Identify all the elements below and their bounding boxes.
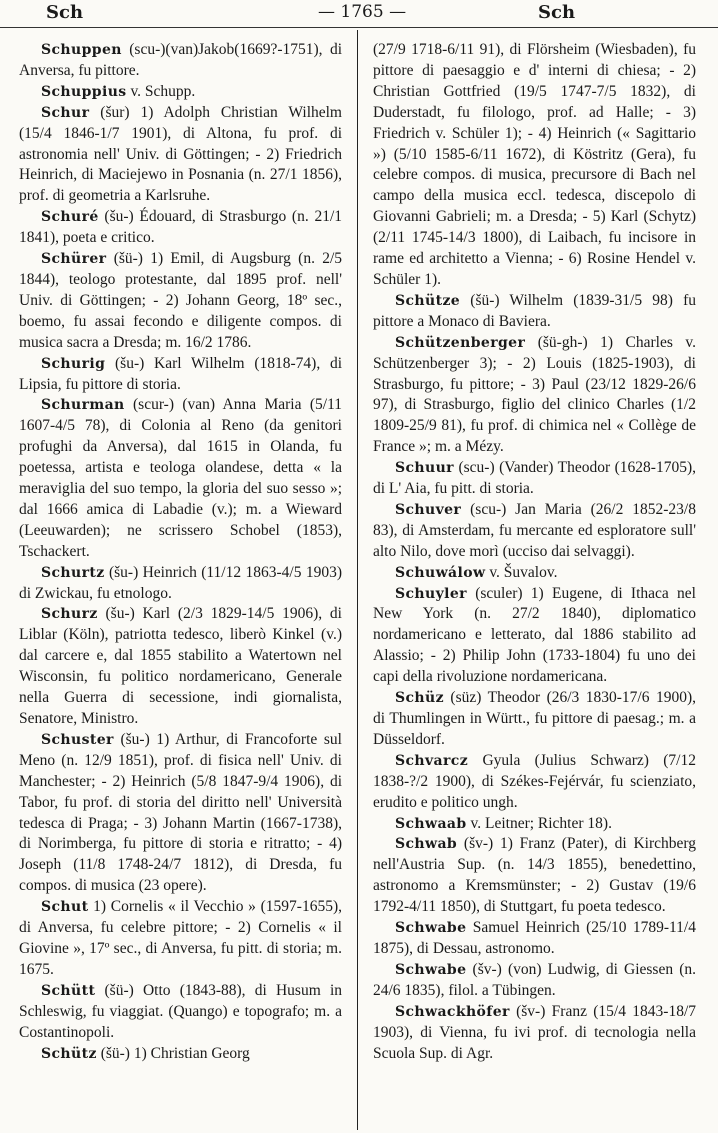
entry-text: (šü-) 1) Christian Georg — [96, 1044, 250, 1062]
left-column — [19, 40, 342, 1064]
dictionary-entry — [373, 834, 696, 918]
entry-text: (šur) 1) Adolph Christian Wilhelm (15/4 1846-1/7 1901), di Altona, fu prof. di astronomia nell' Univ. di Göttingen; - 2) Friedrich Heinrich, di Maciejewo in Posnania (n. 27/1 1856), prof. di geometria a Karlsruhe. — [19, 103, 342, 205]
dictionary-entry — [373, 814, 696, 835]
header-rule — [0, 27, 718, 28]
dictionary-entry — [19, 82, 342, 103]
dictionary-entry — [373, 584, 696, 689]
dictionary-entry — [373, 500, 696, 563]
entry-headword: Schüz — [395, 690, 444, 707]
entry-headword: Schuwálow — [395, 564, 486, 581]
entry-headword: Schwaab — [395, 815, 467, 832]
entry-text: (scur-) (van) Anna Maria (5/11 1607-4/5 78), di Colonia al Reno (da genitori profughi da Anversa), dal 1615 in Olanda, fu poetessa, artista e teologa olandese, detta « la meraviglia del suo tempo, la gloria del suo sesso »; dal 1666 amica di Labadie (v.); m. a Wieward (Leeuwarden); ne scrissero Schobel (1853), Tschackert. — [19, 396, 342, 560]
entry-headword: Schuver — [395, 501, 462, 518]
entry-headword: Schütt — [41, 982, 96, 999]
dictionary-entry — [19, 207, 342, 249]
entry-headword: Schur — [41, 104, 90, 121]
entry-headword: Schuppius — [41, 83, 127, 100]
entry-text: (süz) Theodor (26/3 1830-17/6 1900), di Thumlingen in Württ., fu pittore di paesag.; m. a Düsseldorf. — [373, 689, 696, 748]
dictionary-entry — [373, 563, 696, 584]
dictionary-entry — [19, 604, 342, 729]
entry-headword: Schuré — [41, 209, 99, 226]
entry-headword: Schuyler — [395, 585, 467, 602]
dictionary-entry — [373, 751, 696, 814]
dictionary-entry — [19, 103, 342, 208]
dictionary-entry — [19, 981, 342, 1044]
dictionary-entry — [373, 960, 696, 1002]
entry-headword: Schuur — [395, 460, 454, 477]
entry-headword: Schurig — [41, 355, 106, 372]
dictionary-entry — [19, 897, 342, 981]
dictionary-entry — [19, 40, 342, 82]
entry-headword: Schütze — [395, 292, 461, 309]
entry-headword: Schuster — [41, 731, 114, 748]
dictionary-entry — [373, 918, 696, 960]
entry-text: (šu-) Édouard, di Strasburgo (n. 21/1 1841), poeta e critico. — [19, 208, 342, 247]
entry-headword: Schurman — [41, 397, 125, 414]
entry-text: v. Leitner; Richter 18). — [466, 814, 612, 832]
dictionary-entry — [373, 688, 696, 751]
dictionary-entry — [19, 354, 342, 396]
entry-headword: Schütz — [41, 1045, 97, 1062]
entry-text: 1) Cornelis « il Vecchio » (1597-1655), di Anversa, fu celebre pittore; - 2) Cornelis « il Giovine », 17º sec., di Anversa, fu pitt. di storia; m. 1675. — [19, 898, 342, 978]
entry-headword: Schut — [41, 899, 89, 916]
dictionary-entry — [373, 291, 696, 333]
entry-text: (šu-) Karl (2/3 1829-14/5 1906), di Liblar (Köln), patriotta tedesco, liberò Kinkel (v.) dal carcere e, dal 1855 stabilito a Watertown nel Wisconsin, fu politico nordamericano, Generale nella Guerra di secessione, indi giornalista, Senatore, Ministro. — [19, 605, 342, 727]
running-head-right: Sch — [538, 2, 576, 23]
entry-headword: Schwab — [395, 836, 458, 853]
entry-text: (šv-) (von) Ludwig, di Giessen (n. 24/6 1835), filol. a Tübingen. — [373, 960, 696, 999]
dictionary-entry — [373, 40, 696, 291]
dictionary-entry — [19, 563, 342, 605]
entry-text: (scu-)(van)Jakob(1669?-1751), di Anversa, fu pittore. — [19, 41, 342, 79]
entry-headword: Schwabe — [395, 961, 467, 978]
entry-text: (šu-) Karl Wilhelm (1818-74), di Lipsia, fu pittore di storia. — [19, 354, 342, 393]
entry-text: (šü-gh-) 1) Charles v. Schützenberger 3); - 2) Louis (1825-1903), di Strasburgo, fu pittore; - 3) Paul (23/12 1829-26/6 97), di Strasburgo, figlio del clinico Charles (1/2 1809-25/9 81), fu prof. di chimica nel « Collège de France »; m. a Mézy. — [373, 333, 696, 456]
entry-text: v. Šuvalov. — [485, 563, 558, 581]
entry-text: (scu-) Jan Maria (26/2 1852-23/8 83), di Amsterdam, fu mercante ed esploratore sull' alto Nilo, dove morì (ucciso dai selvaggi). — [373, 500, 696, 560]
entry-text: Gyula (Julius Schwarz) (7/12 1838-?/2 1900), di Székes-Fejérvár, fu scienziato, erudito e politico ungh. — [373, 751, 696, 811]
dictionary-entry — [19, 730, 342, 897]
entry-headword: Schuppen — [41, 42, 122, 58]
entry-headword: Schurz — [41, 606, 98, 623]
entry-text: (šü-) 1) Emil, di Augsburg (n. 2/5 1844), teologo protestante, dal 1895 prof. nell' Univ. di Göttingen; - 2) Johann Georg, 18º sec., boemo, fu assai fecondo e diligente compos. di musica sacra a Dresda; m. 16/2 1786. — [19, 250, 342, 351]
entry-headword: Schützenberger — [395, 334, 526, 351]
entry-headword: Schwabe — [395, 920, 467, 937]
entry-text: v. Schupp. — [126, 82, 196, 100]
entry-text: (šu-) Heinrich (11/12 1863-4/5 1903) di Zwickau, fu etnologo. — [19, 563, 342, 602]
right-column — [373, 40, 696, 1064]
entry-text: (šü-) Wilhelm (1839-31/5 98) fu pittore a Monaco di Baviera. — [373, 291, 696, 330]
page-header — [0, 0, 718, 26]
entry-headword: Schwackhöfer — [395, 1003, 510, 1020]
entry-headword: Schvarcz — [395, 752, 469, 769]
column-divider — [357, 30, 358, 1130]
dictionary-entry — [373, 458, 696, 500]
entry-text: Samuel Heinrich (25/10 1789-11/4 1875), di Dessau, astronomo. — [373, 919, 696, 957]
entry-text: (šv-) Franz (15/4 1843-18/7 1903), di Vienna, fu ivi prof. di tecnologia nella Scuola Sup. di Agr. — [373, 1002, 696, 1062]
entry-headword: Schurtz — [41, 564, 105, 581]
dictionary-entry — [19, 1044, 342, 1065]
entry-text: (šü-) Otto (1843-88), di Husum in Schleswig, fu viaggiat. (Quango) e topografo; m. a Costantinopoli. — [19, 981, 342, 1041]
entry-headword: Schürer — [41, 251, 107, 268]
dictionary-entry — [373, 1002, 696, 1065]
dictionary-entry — [19, 395, 342, 562]
entry-text: (27/9 1718-6/11 91), di Flörsheim (Wiesbaden), fu pittore di paesaggio e d' interni di chiesa; - 2) Christian Gottfried (19/5 1747-7/5 1832), di Duderstadt, fu filologo, prof. ad Halle; - 3) Friedrich v. Schüler 1); - 4) Heinrich (« Sagittario ») (5/10 1585-6/11 1672), di Köstritz (Gera), fu celebre compos. di musica, precursore di Bach nel campo della musica eccl. tedesca, discepolo di Giovanni Gabrieli; m. a Dresda; - 5) Karl (Schytz) (2/11 1745-14/3 1800), di Laibach, fu incisore in rame ed architetto a Vienna; - 6) Rosine Hendel v. Schüler 1). — [373, 41, 696, 288]
entry-text: (sculer) 1) Eugene, di Ithaca nel New York (n. 27/2 1840), diplomatico nordamericano e letterato, dal 1886 stabilito ad Alassio; - 2) Philip John (1733-1804) fu uno dei capi della rivoluzione nordamericana. — [373, 584, 696, 686]
entry-text: (scu-) (Vander) Theodor (1628-1705), di L' Aia, fu pitt. di storia. — [373, 459, 696, 498]
entry-text: (šv-) 1) Franz (Pater), di Kirchberg nell'Austria Sup. (n. 14/3 1855), benedettino, astronomo a Kremsmünster; - 2) Gustav (19/6 1792-4/11 1850), di Stuttgart, fu poeta tedesco. — [373, 835, 696, 916]
entry-text: (šu-) 1) Arthur, di Francoforte sul Meno (n. 12/9 1851), prof. di fisica nell' Univ. di Manchester; - 2) Heinrich (5/8 1847-9/4 1906), di Tabor, fu prof. di storia del diritto nell' Università tedesca di Praga; - 3) Johann Martin (1667-1738), di Norimberga, fu pittore di storia e ritratto; - 4) Joseph (11/8 1748-24/7 1812), di Dresda, fu compos. di musica (23 opere). — [19, 730, 342, 895]
running-head-left: Sch — [46, 2, 84, 23]
dictionary-entry — [19, 249, 342, 354]
dictionary-entry — [373, 333, 696, 458]
page-number: — 1765 — — [318, 2, 407, 22]
